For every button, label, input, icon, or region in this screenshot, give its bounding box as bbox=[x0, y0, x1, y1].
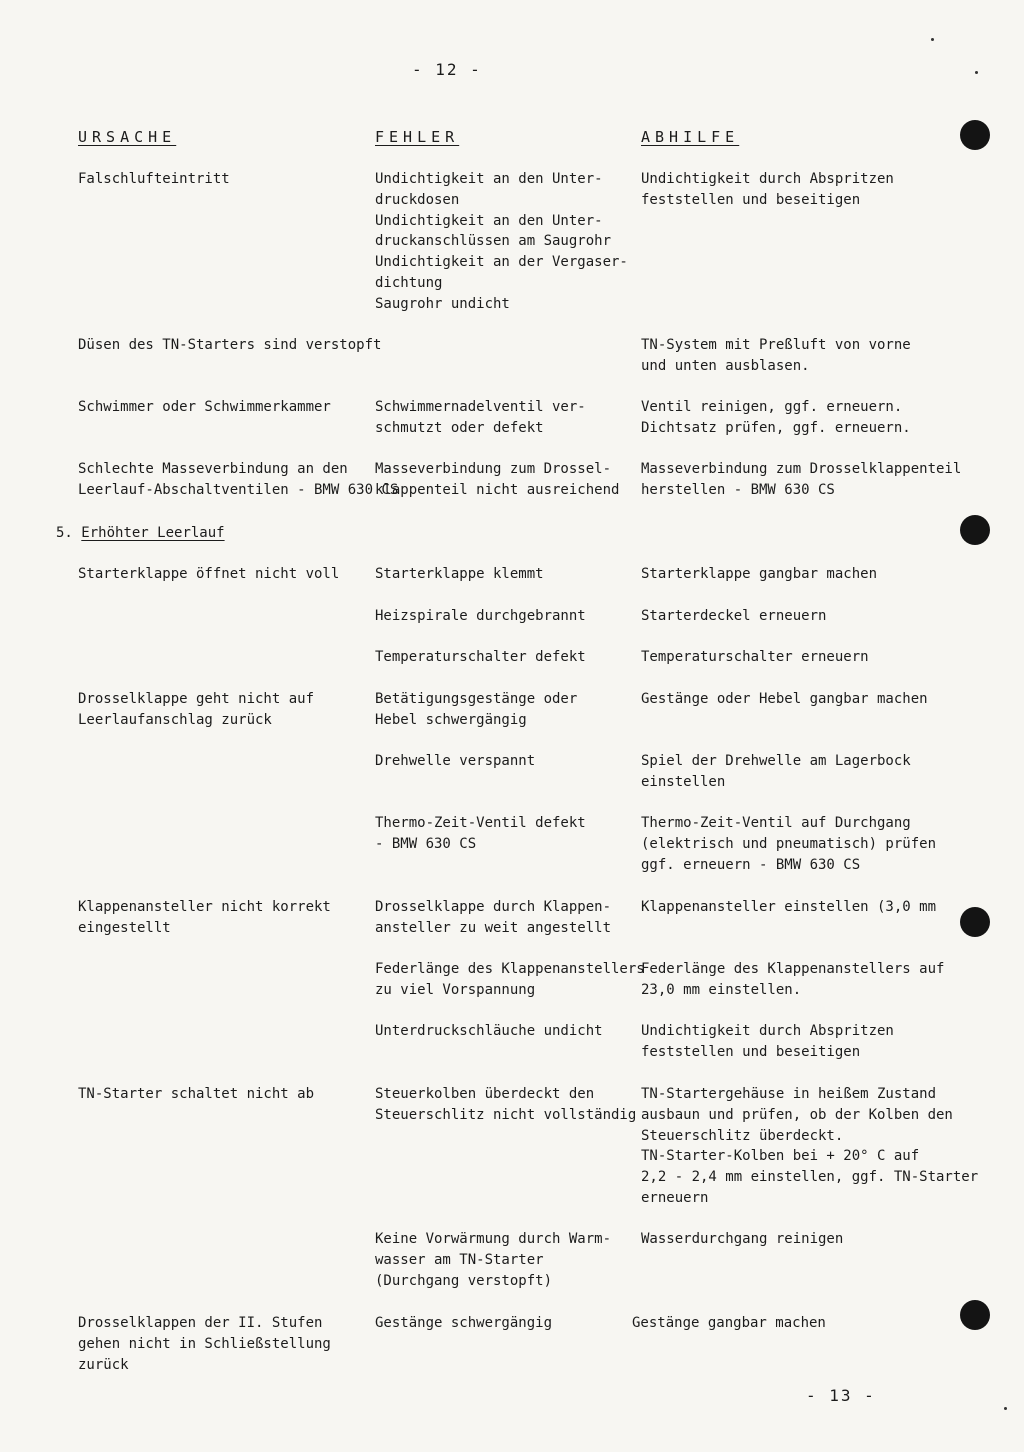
punch-hole bbox=[960, 515, 990, 545]
row-remedy: TN-Startergehäuse in heißem Zustand ausbaun und prüfen, ob der Kolben den Steuerschlitz überdeckt. TN-Starter-Kolben bei + 20° C auf 2,2 - 2,4 mm einstellen, ggf. TN-Starter erneuern bbox=[641, 1086, 979, 1206]
row-remedy: Federlänge des Klappenanstellers auf 23,0 mm einstellen. bbox=[641, 961, 945, 998]
row-fault: Starterklappe klemmt bbox=[375, 566, 544, 582]
row-remedy: Spiel der Drehwelle am Lagerbock einstellen bbox=[641, 753, 911, 790]
row-fault: Unterdruckschläuche undicht bbox=[375, 1023, 603, 1039]
row-cause: Klappenansteller nicht korrekt eingestellt bbox=[78, 899, 331, 936]
row-fault: Masseverbindung zum Drossel- klappenteil nicht ausreichend bbox=[375, 461, 620, 498]
dust-speck bbox=[975, 71, 978, 74]
row-fault: Gestänge schwergängig bbox=[375, 1315, 553, 1331]
row-cause: Starterklappe öffnet nicht voll bbox=[78, 566, 340, 582]
row-fault: Keine Vorwärmung durch Warm- wasser am TN-Starter (Durchgang verstopft) bbox=[375, 1231, 612, 1289]
row-remedy: Ventil reinigen, ggf. erneuern. Dichtsatz prüfen, ggf. erneuern. bbox=[641, 399, 911, 436]
row-remedy: Undichtigkeit durch Abspritzen feststellen und beseitigen bbox=[641, 171, 894, 208]
section-title: Erhöhter Leerlauf bbox=[81, 525, 225, 541]
page-number-top: - 12 - bbox=[412, 60, 482, 79]
column-header-remedy: ABHILFE bbox=[641, 128, 740, 146]
row-cause: Drosselklappen der II. Stufen gehen nicht in Schließstellung zurück bbox=[78, 1315, 331, 1373]
row-remedy: Gestänge gangbar machen bbox=[632, 1315, 826, 1331]
row-fault: Undichtigkeit an den Unter- druckdosen Undichtigkeit an den Unter- druckanschlüssen am Saugrohr Undichtigkeit an der Vergaser- dichtung Saugrohr undicht bbox=[375, 171, 628, 312]
row-remedy: Temperaturschalter erneuern bbox=[641, 649, 869, 665]
row-cause: Schwimmer oder Schwimmerkammer bbox=[78, 399, 331, 415]
punch-hole bbox=[960, 120, 990, 150]
row-fault: Heizspirale durchgebrannt bbox=[375, 608, 586, 624]
row-remedy: TN-System mit Preßluft von vorne und unten ausblasen. bbox=[641, 337, 911, 374]
row-fault: Drosselklappe durch Klappen- ansteller zu weit angestellt bbox=[375, 899, 612, 936]
column-header-fault: FEHLER bbox=[375, 128, 460, 146]
row-fault: Betätigungsgestänge oder Hebel schwergängig bbox=[375, 691, 578, 728]
row-fault: Schwimmernadelventil ver- schmutzt oder defekt bbox=[375, 399, 586, 436]
row-remedy: Klappenansteller einstellen (3,0 mm bbox=[641, 899, 937, 915]
dust-speck bbox=[931, 38, 934, 41]
row-cause: Falschlufteintritt bbox=[78, 171, 230, 187]
row-cause: TN-Starter schaltet nicht ab bbox=[78, 1086, 315, 1102]
row-remedy: Masseverbindung zum Drosselklappenteil herstellen - BMW 630 CS bbox=[641, 461, 962, 498]
section-number: 5. bbox=[56, 525, 73, 541]
punch-hole bbox=[960, 907, 990, 937]
row-fault: Thermo-Zeit-Ventil defekt - BMW 630 CS bbox=[375, 815, 586, 852]
section-heading bbox=[56, 523, 225, 544]
row-cause: Schlechte Masseverbindung an den Leerlauf-Abschaltventilen - BMW 630 CS bbox=[78, 461, 399, 498]
page-number-bottom: - 13 - bbox=[806, 1386, 876, 1405]
row-fault: Steuerkolben überdeckt den Steuerschlitz nicht vollständig bbox=[375, 1086, 637, 1123]
row-cause: Drosselklappe geht nicht auf Leerlaufanschlag zurück bbox=[78, 691, 315, 728]
row-remedy: Undichtigkeit durch Abspritzen feststellen und beseitigen bbox=[641, 1023, 894, 1060]
row-remedy: Thermo-Zeit-Ventil auf Durchgang (elektrisch und pneumatisch) prüfen ggf. erneuern - BMW 630 CS bbox=[641, 815, 937, 873]
row-remedy: Starterdeckel erneuern bbox=[641, 608, 827, 624]
row-remedy: Wasserdurchgang reinigen bbox=[641, 1231, 844, 1247]
row-cause: Düsen des TN-Starters sind verstopft bbox=[78, 337, 382, 353]
row-fault: Temperaturschalter defekt bbox=[375, 649, 586, 665]
row-remedy: Gestänge oder Hebel gangbar machen bbox=[641, 691, 928, 707]
row-fault: Drehwelle verspannt bbox=[375, 753, 536, 769]
row-fault: Federlänge des Klappenanstellers zu viel Vorspannung bbox=[375, 961, 645, 998]
row-remedy: Starterklappe gangbar machen bbox=[641, 566, 878, 582]
dust-speck bbox=[1004, 1407, 1007, 1410]
column-header-cause: URSACHE bbox=[78, 128, 177, 146]
punch-hole bbox=[960, 1300, 990, 1330]
